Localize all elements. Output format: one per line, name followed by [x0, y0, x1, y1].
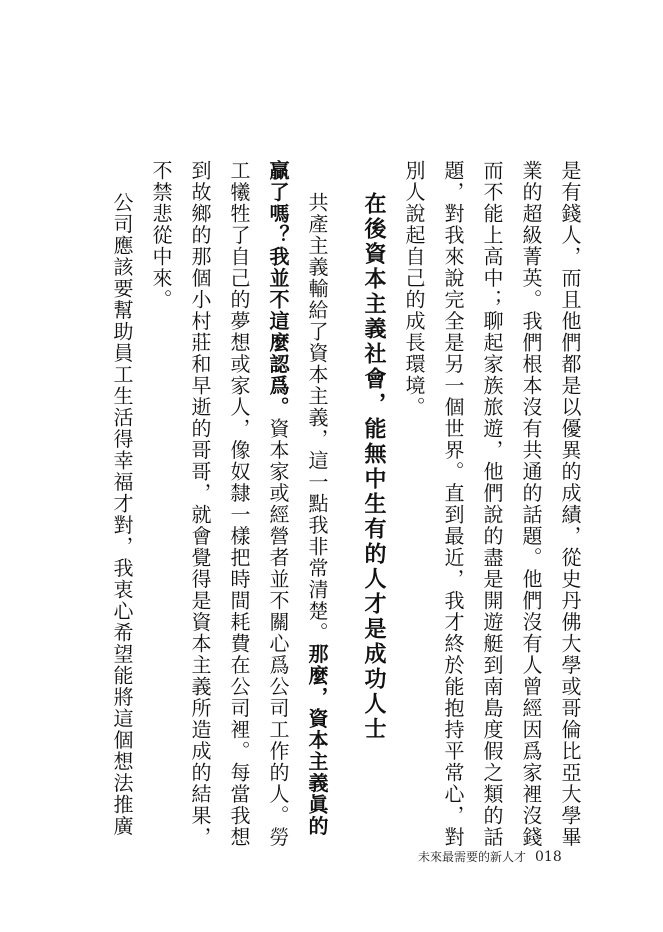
body-text-line: 工犧牲了自己的夢想或家人，像奴隸一樣把時間耗費在公司裡。每當我想 [227, 160, 251, 848]
body-text-line: 而不能上高中；聊起家族旅遊，他們說的盡是開遊艇到南島度假之類的話 [480, 160, 504, 848]
body-text-line [268, 160, 288, 848]
body-text: 共產主義輸給了資本主義，這一點我非常清楚。 [305, 192, 329, 644]
emphasis-text: 那麼，資本主義眞的 [305, 643, 329, 837]
body-text: 資本家或經營者並不關心爲公司工作的人。勞 [266, 418, 290, 848]
body-text-line [307, 192, 327, 837]
emphasis-text: 贏了嗎？我並不這麼認爲。 [266, 160, 290, 418]
body-text-line: 別人說起自己的成長環境。 [402, 160, 426, 418]
body-text-line: 是有錢人，而且他們都是以優異的成績，從史丹佛大學或哥倫比亞大學畢 [558, 160, 582, 848]
body-text-line: 題，對我來說完全是另一個世界。直到最近，我才終於能抱持平常心，對 [441, 160, 465, 848]
body-text-line: 到故鄉的那個小村莊和早逝的哥哥，就會覺得是資本主義所造成的結果， [188, 160, 212, 848]
body-text-line: 業的超級菁英。我們根本沒有共通的話題。他們沒有人曾經因爲家裡沒錢 [519, 160, 543, 848]
running-footer-title: 未來最需要的新人才 [418, 850, 527, 864]
section-heading: 在後資本主義社會，能無中生有的人才是成功人士 [361, 192, 386, 742]
body-text-line: 不禁悲從中來。 [149, 160, 173, 311]
page-number: 018 [535, 849, 562, 865]
body-text-line: 公司應該要幫助員工生活得幸福才對，我衷心希望能將這個想法推廣 [110, 192, 134, 837]
